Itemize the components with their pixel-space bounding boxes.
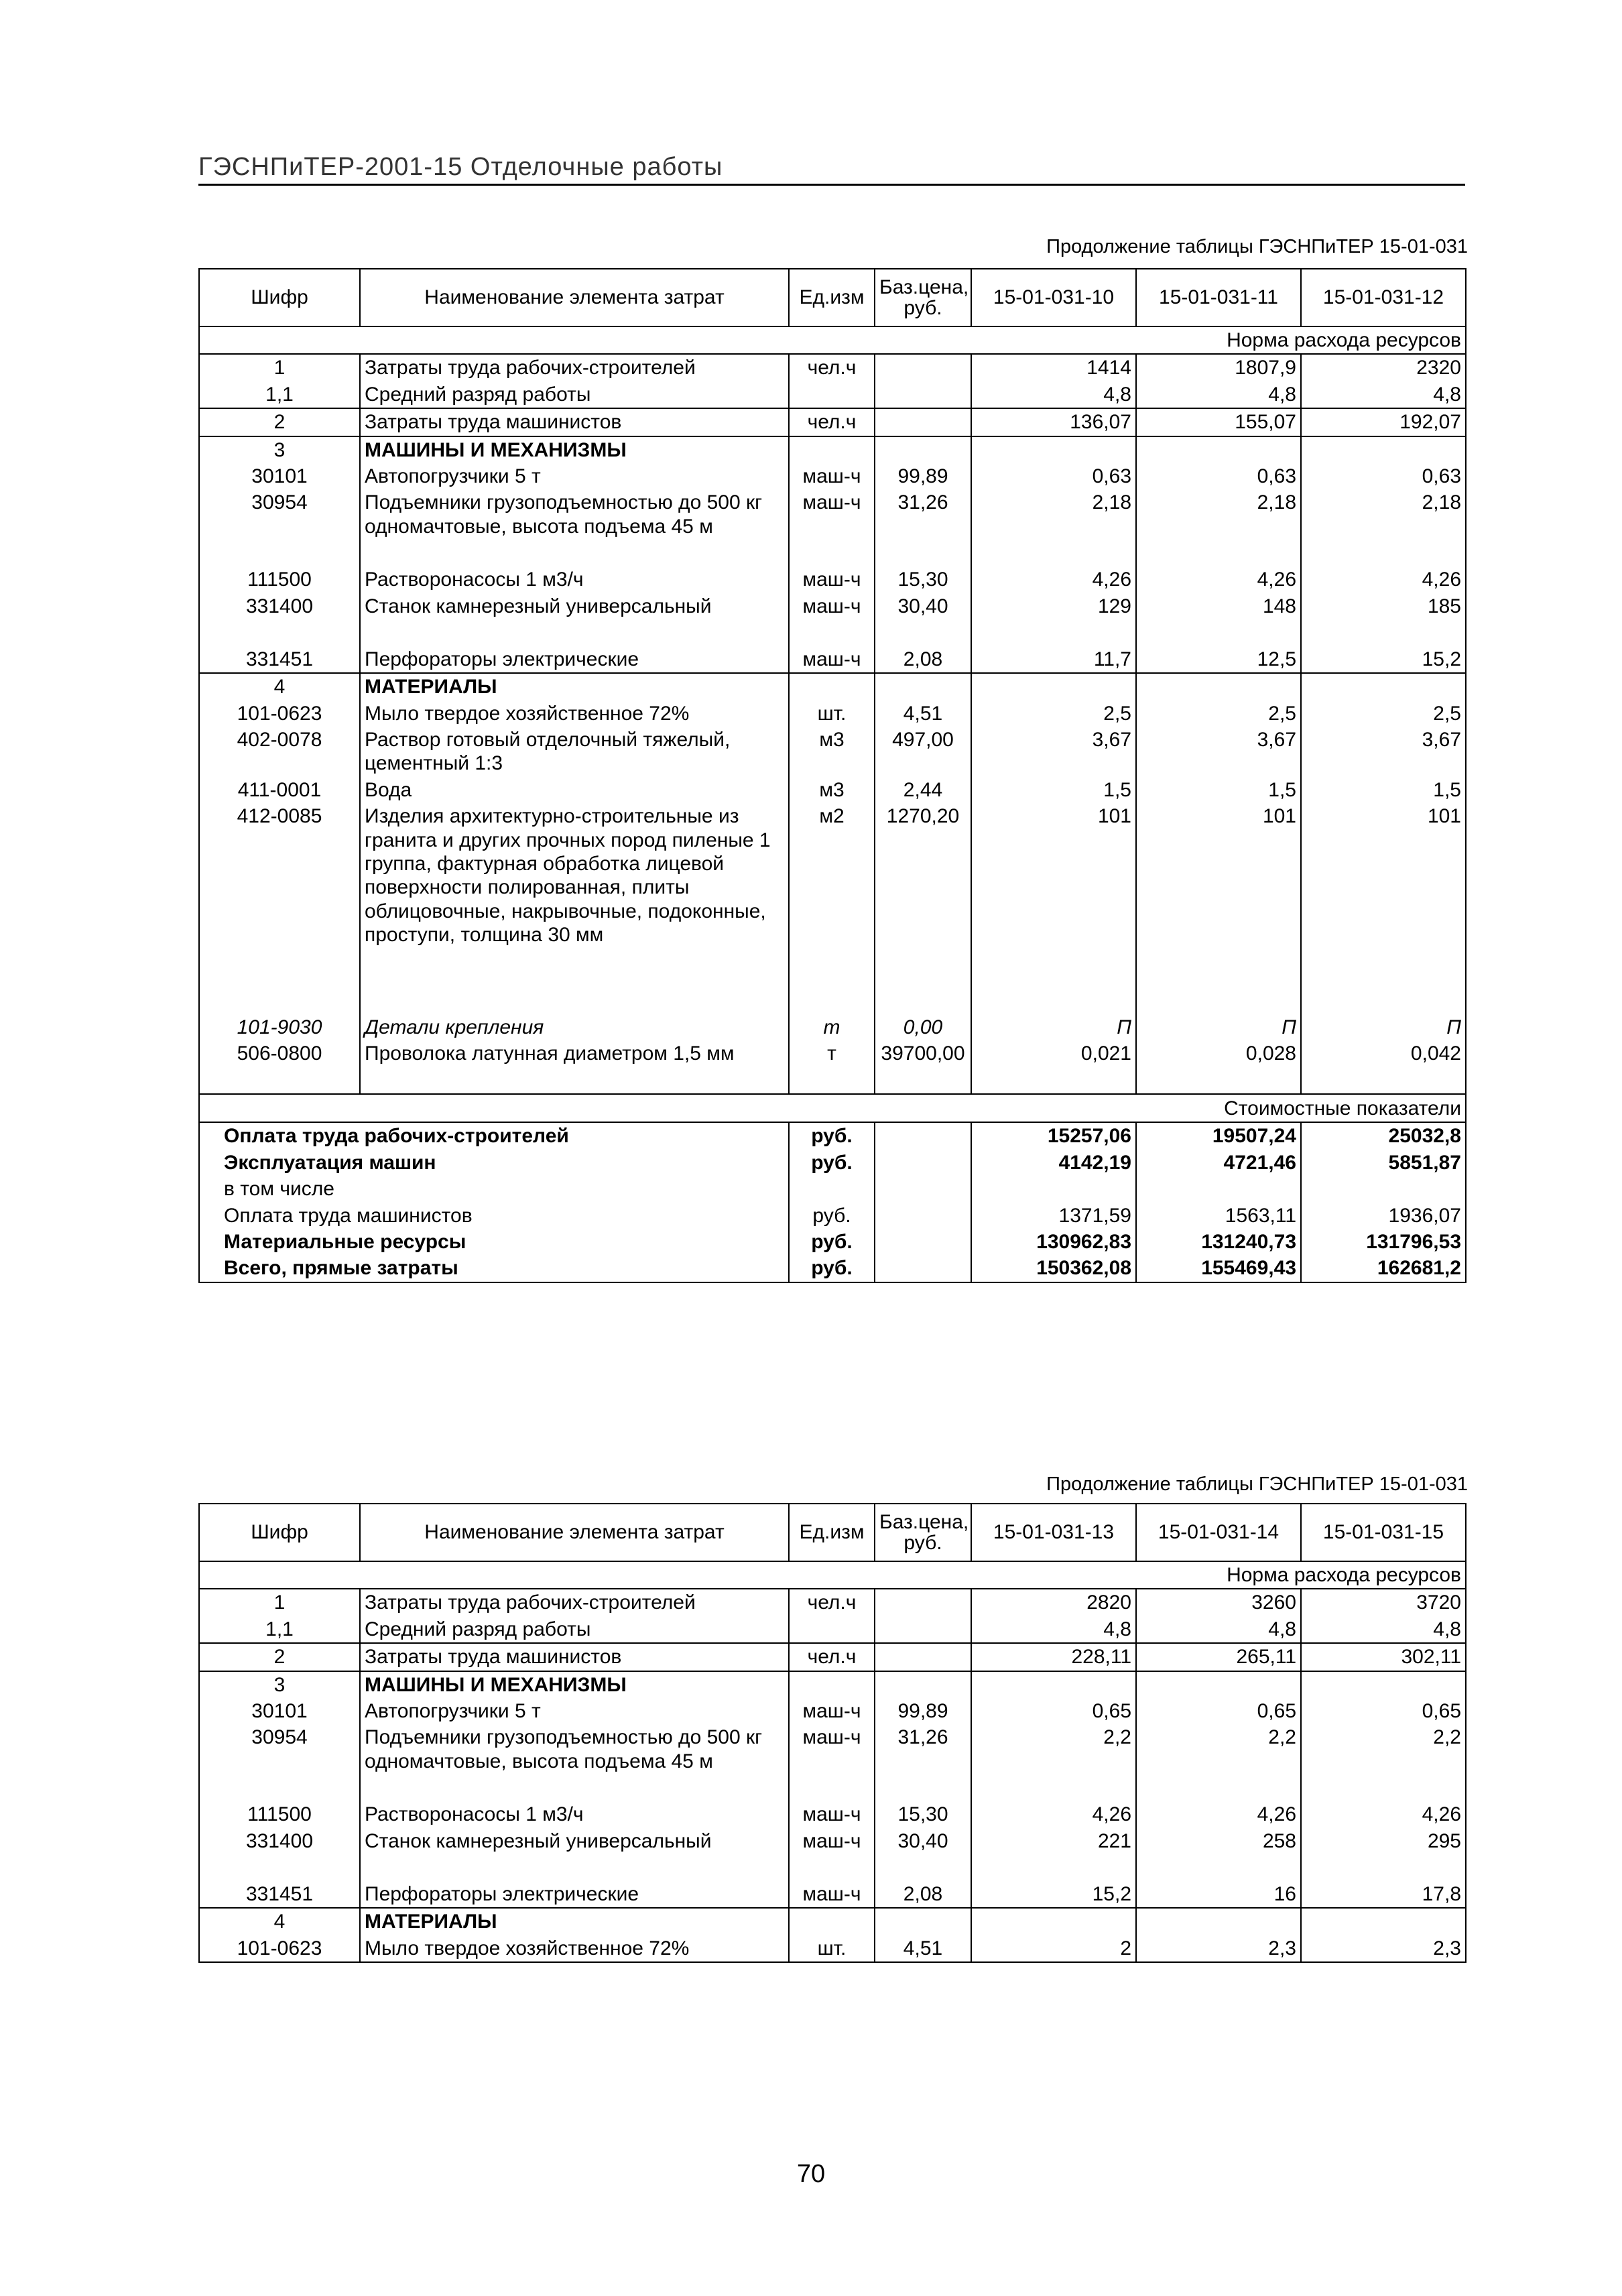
- row-value: 2,2: [1301, 1724, 1466, 1774]
- row-value: 11,7: [971, 646, 1136, 673]
- summary-row: [199, 1255, 1466, 1282]
- summary-value: 131796,53: [1301, 1229, 1466, 1255]
- summary-unit: руб.: [789, 1122, 875, 1149]
- row-unit: т: [789, 1040, 875, 1067]
- row-price: [875, 381, 971, 408]
- summary-name: Оплата труда рабочих-строителей: [199, 1122, 789, 1149]
- row-code: 30954: [199, 1724, 360, 1774]
- row-value: 1,5: [1136, 777, 1301, 803]
- row-code: 101-0623: [199, 1935, 360, 1962]
- row-value: 3,67: [1301, 727, 1466, 777]
- row-value: 4,8: [1301, 1616, 1466, 1643]
- row-name: Станок камнерезный универсальный: [360, 593, 789, 619]
- row-value: 3720: [1301, 1589, 1466, 1616]
- table-row: [199, 701, 1466, 727]
- col-header-price: Баз.цена, руб.: [875, 269, 971, 326]
- row-name: Мыло твердое хозяйственное 72%: [360, 1935, 789, 1962]
- row-price: 0,00: [875, 1014, 971, 1040]
- summary-value: 1563,11: [1136, 1203, 1301, 1229]
- row-code: 3: [199, 436, 360, 463]
- row-code: 331451: [199, 1881, 360, 1908]
- row-value: 3,67: [1136, 727, 1301, 777]
- row-name: Детали крепления: [360, 1014, 789, 1040]
- row-value: 4,26: [971, 566, 1136, 593]
- row-name: Вода: [360, 777, 789, 803]
- table-row: [199, 1724, 1466, 1774]
- row-value: 129: [971, 593, 1136, 619]
- row-value: 12,5: [1136, 646, 1301, 673]
- row-unit: маш-ч: [789, 1828, 875, 1854]
- row-unit: чел.ч: [789, 1589, 875, 1616]
- row-value: 2,2: [971, 1724, 1136, 1774]
- summary-name: Всего, прямые затраты: [199, 1255, 789, 1282]
- row-value: 2820: [971, 1589, 1136, 1616]
- row-code: 1,1: [199, 1616, 360, 1643]
- summary-name: Оплата труда машинистов: [199, 1203, 789, 1229]
- summary-row: [199, 1229, 1466, 1255]
- summary-name: Материальные ресурсы: [199, 1229, 789, 1255]
- row-value: 4,8: [1136, 381, 1301, 408]
- summary-row: [199, 1150, 1466, 1176]
- row-code: 101-9030: [199, 1014, 360, 1040]
- table-row: [199, 463, 1466, 489]
- row-value: 2: [971, 1935, 1136, 1962]
- row-code: 331451: [199, 646, 360, 673]
- row-value: 0,65: [1301, 1698, 1466, 1724]
- row-unit: м2: [789, 803, 875, 948]
- row-unit: маш-ч: [789, 1801, 875, 1827]
- row-value: 1414: [971, 354, 1136, 381]
- row-value: 2,2: [1136, 1724, 1301, 1774]
- table-row: [199, 1828, 1466, 1854]
- row-code: 4: [199, 1908, 360, 1935]
- row-unit: маш-ч: [789, 489, 875, 540]
- summary-value: 4142,19: [971, 1150, 1136, 1176]
- row-unit: шт.: [789, 701, 875, 727]
- row-value: 101: [1301, 803, 1466, 948]
- row-price: 99,89: [875, 1698, 971, 1724]
- row-code: 30101: [199, 463, 360, 489]
- row-price: 30,40: [875, 593, 971, 619]
- row-value: 0,042: [1301, 1040, 1466, 1067]
- row-value: 2,18: [1301, 489, 1466, 540]
- row-value: 4,8: [971, 1616, 1136, 1643]
- row-name: Проволока латунная диаметром 1,5 мм: [360, 1040, 789, 1067]
- row-value: 228,11: [971, 1643, 1136, 1671]
- summary-value: 25032,8: [1301, 1122, 1466, 1149]
- row-unit: [789, 381, 875, 408]
- table-row: [199, 1935, 1466, 1962]
- row-name: Подъемники грузоподъемностью до 500 кг одномачтовые, высота подъема 45 м: [360, 489, 789, 540]
- row-value: П: [1301, 1014, 1466, 1040]
- row-unit: маш-ч: [789, 1881, 875, 1908]
- section-row-materials: [199, 673, 1466, 700]
- resource-table-1: [198, 268, 1467, 1283]
- table-row: [199, 566, 1466, 593]
- summary-value: 19507,24: [1136, 1122, 1301, 1149]
- table-row: [199, 1698, 1466, 1724]
- row-price: [875, 354, 971, 381]
- table-continuation-label: Продолжение таблицы ГЭСНПиТЕР 15-01-031: [1046, 236, 1468, 257]
- row-value: 295: [1301, 1828, 1466, 1854]
- row-code: 506-0800: [199, 1040, 360, 1067]
- row-unit: м3: [789, 727, 875, 777]
- row-unit: чел.ч: [789, 408, 875, 436]
- summary-unit: руб.: [789, 1255, 875, 1282]
- row-value: 155,07: [1136, 408, 1301, 436]
- table-row: [199, 646, 1466, 673]
- col-header-name: Наименование элемента затрат: [360, 269, 789, 326]
- summary-row: [199, 1176, 1466, 1202]
- row-value: 4,8: [1136, 1616, 1301, 1643]
- row-value: 16: [1136, 1881, 1301, 1908]
- row-value: 1,5: [971, 777, 1136, 803]
- row-price: [875, 1643, 971, 1671]
- row-value: 2,3: [1136, 1935, 1301, 1962]
- row-value: 0,63: [1136, 463, 1301, 489]
- table-row: [199, 1801, 1466, 1827]
- row-unit: [789, 1616, 875, 1643]
- row-code: 111500: [199, 1801, 360, 1827]
- row-name: Растворонасосы 1 м3/ч: [360, 566, 789, 593]
- row-value: 221: [971, 1828, 1136, 1854]
- row-value: 4,8: [971, 381, 1136, 408]
- table-row: [199, 727, 1466, 777]
- row-value: 136,07: [971, 408, 1136, 436]
- row-value: 258: [1136, 1828, 1301, 1854]
- section-title: МАШИНЫ И МЕХАНИЗМЫ: [360, 1671, 789, 1698]
- row-code: 412-0085: [199, 803, 360, 948]
- table-row: [199, 1589, 1466, 1616]
- table-row: [199, 593, 1466, 619]
- row-name: Раствор готовый отделочный тяжелый, цементный 1:3: [360, 727, 789, 777]
- running-header: ГЭСНПиТЕР-2001-15 Отделочные работы: [198, 153, 723, 181]
- row-value: 4,8: [1301, 381, 1466, 408]
- row-name: Затраты труда рабочих-строителей: [360, 354, 789, 381]
- col-header-code-11: 15-01-031-11: [1136, 269, 1301, 326]
- row-value: 0,028: [1136, 1040, 1301, 1067]
- row-value: 2,5: [971, 701, 1136, 727]
- norm-label-row: [199, 1561, 1466, 1589]
- row-unit: м3: [789, 777, 875, 803]
- row-unit: т: [789, 1014, 875, 1040]
- summary-value: 1936,07: [1301, 1203, 1466, 1229]
- row-value: 2,18: [1136, 489, 1301, 540]
- row-name: Мыло твердое хозяйственное 72%: [360, 701, 789, 727]
- row-name: Автопогрузчики 5 т: [360, 463, 789, 489]
- col-header-code-13: 15-01-031-13: [971, 1504, 1136, 1561]
- summary-unit: руб.: [789, 1150, 875, 1176]
- row-code: 1,1: [199, 381, 360, 408]
- row-unit: маш-ч: [789, 646, 875, 673]
- col-header-code-14: 15-01-031-14: [1136, 1504, 1301, 1561]
- row-price: 31,26: [875, 489, 971, 540]
- section-title: МАТЕРИАЛЫ: [360, 673, 789, 700]
- table-continuation-label: Продолжение таблицы ГЭСНПиТЕР 15-01-031: [1046, 1473, 1468, 1495]
- row-value: 265,11: [1136, 1643, 1301, 1671]
- row-value: 1,5: [1301, 777, 1466, 803]
- row-name: Затраты труда машинистов: [360, 408, 789, 436]
- summary-value: 5851,87: [1301, 1150, 1466, 1176]
- summary-name: в том числе: [199, 1176, 789, 1202]
- table-row: [199, 803, 1466, 948]
- col-header-code-15: 15-01-031-15: [1301, 1504, 1466, 1561]
- norm-label: Норма расхода ресурсов: [199, 1561, 1466, 1589]
- table-row: [199, 1881, 1466, 1908]
- row-code: 402-0078: [199, 727, 360, 777]
- row-price: 4,51: [875, 701, 971, 727]
- row-code: 30101: [199, 1698, 360, 1724]
- row-unit: маш-ч: [789, 463, 875, 489]
- row-unit: чел.ч: [789, 1643, 875, 1671]
- page-number: 70: [796, 2160, 826, 2188]
- resource-table-2: [198, 1503, 1467, 1963]
- section-title: МАШИНЫ И МЕХАНИЗМЫ: [360, 436, 789, 463]
- col-header-name: Наименование элемента затрат: [360, 1504, 789, 1561]
- row-value: 17,8: [1301, 1881, 1466, 1908]
- summary-value: 131240,73: [1136, 1229, 1301, 1255]
- row-name: Перфораторы электрические: [360, 1881, 789, 1908]
- row-price: 2,08: [875, 1881, 971, 1908]
- row-value: 3260: [1136, 1589, 1301, 1616]
- row-unit: маш-ч: [789, 593, 875, 619]
- row-value: 3,67: [971, 727, 1136, 777]
- row-code: 4: [199, 673, 360, 700]
- row-code: 411-0001: [199, 777, 360, 803]
- row-code: 331400: [199, 1828, 360, 1854]
- row-name: Перфораторы электрические: [360, 646, 789, 673]
- row-value: 2,3: [1301, 1935, 1466, 1962]
- row-value: 15,2: [1301, 646, 1466, 673]
- row-value: 4,26: [1136, 1801, 1301, 1827]
- cost-label: Стоимостные показатели: [199, 1094, 1466, 1122]
- row-price: 497,00: [875, 727, 971, 777]
- row-code: 2: [199, 1643, 360, 1671]
- summary-value: 1371,59: [971, 1203, 1136, 1229]
- row-value: 15,2: [971, 1881, 1136, 1908]
- row-value: 2,18: [971, 489, 1136, 540]
- summary-value: 15257,06: [971, 1122, 1136, 1149]
- col-header-price: Баз.цена, руб.: [875, 1504, 971, 1561]
- section-row-materials: [199, 1908, 1466, 1935]
- col-header-unit: Ед.изм: [789, 1504, 875, 1561]
- table-header-row: [199, 269, 1466, 326]
- row-value: 4,26: [971, 1801, 1136, 1827]
- table-row: [199, 408, 1466, 436]
- summary-unit: руб.: [789, 1229, 875, 1255]
- row-value: П: [1136, 1014, 1301, 1040]
- row-name: Средний разряд работы: [360, 1616, 789, 1643]
- row-price: 2,08: [875, 646, 971, 673]
- summary-row: [199, 1122, 1466, 1149]
- row-name: Автопогрузчики 5 т: [360, 1698, 789, 1724]
- row-value: 302,11: [1301, 1643, 1466, 1671]
- section-row-machines: [199, 436, 1466, 463]
- row-value: П: [971, 1014, 1136, 1040]
- row-price: 39700,00: [875, 1040, 971, 1067]
- row-value: 1807,9: [1136, 354, 1301, 381]
- row-name: Изделия архитектурно-строительные из гранита и других прочных пород пиленые 1 группа, фактурная обработка лицевой поверхности полированная, плиты облицовочные, накрывочные, подоконные, проступи, толщина 30 мм: [360, 803, 789, 948]
- row-value: 4,26: [1301, 566, 1466, 593]
- row-price: 4,51: [875, 1935, 971, 1962]
- row-code: 30954: [199, 489, 360, 540]
- row-value: 0,021: [971, 1040, 1136, 1067]
- col-header-code-10: 15-01-031-10: [971, 269, 1136, 326]
- summary-unit: [789, 1176, 875, 1202]
- row-value: 192,07: [1301, 408, 1466, 436]
- summary-value: 162681,2: [1301, 1255, 1466, 1282]
- row-price: [875, 408, 971, 436]
- row-value: 148: [1136, 593, 1301, 619]
- row-unit: маш-ч: [789, 1724, 875, 1774]
- table-row: [199, 1040, 1466, 1067]
- row-name: Затраты труда машинистов: [360, 1643, 789, 1671]
- table-row: [199, 354, 1466, 381]
- row-price: [875, 1589, 971, 1616]
- row-value: 2320: [1301, 354, 1466, 381]
- row-unit: шт.: [789, 1935, 875, 1962]
- row-price: 15,30: [875, 566, 971, 593]
- row-value: 4,26: [1301, 1801, 1466, 1827]
- summary-value: 130962,83: [971, 1229, 1136, 1255]
- summary-value: 150362,08: [971, 1255, 1136, 1282]
- summary-value: 4721,46: [1136, 1150, 1301, 1176]
- row-price: 31,26: [875, 1724, 971, 1774]
- row-value: 101: [971, 803, 1136, 948]
- row-name: Подъемники грузоподъемностью до 500 кг одномачтовые, высота подъема 45 м: [360, 1724, 789, 1774]
- row-value: 2,5: [1136, 701, 1301, 727]
- table-row: [199, 1014, 1466, 1040]
- row-value: 0,63: [971, 463, 1136, 489]
- row-unit: маш-ч: [789, 1698, 875, 1724]
- row-code: 1: [199, 354, 360, 381]
- row-code: 3: [199, 1671, 360, 1698]
- row-code: 1: [199, 1589, 360, 1616]
- row-price: [875, 1616, 971, 1643]
- row-value: 0,65: [971, 1698, 1136, 1724]
- table-row: [199, 381, 1466, 408]
- row-price: 1270,20: [875, 803, 971, 948]
- col-header-code-12: 15-01-031-12: [1301, 269, 1466, 326]
- table-row: [199, 1616, 1466, 1643]
- row-name: Затраты труда рабочих-строителей: [360, 1589, 789, 1616]
- header-rule: [198, 184, 1465, 186]
- table-header-row: [199, 1504, 1466, 1561]
- col-header-code: Шифр: [199, 269, 360, 326]
- row-value: 101: [1136, 803, 1301, 948]
- norm-label-row: [199, 326, 1466, 354]
- row-code: 111500: [199, 566, 360, 593]
- cost-label-row: [199, 1094, 1466, 1122]
- summary-value: 155469,43: [1136, 1255, 1301, 1282]
- row-value: 2,5: [1301, 701, 1466, 727]
- section-row-machines: [199, 1671, 1466, 1698]
- row-value: 4,26: [1136, 566, 1301, 593]
- row-unit: маш-ч: [789, 566, 875, 593]
- norm-label: Норма расхода ресурсов: [199, 326, 1466, 354]
- table-row: [199, 1643, 1466, 1671]
- summary-unit: руб.: [789, 1203, 875, 1229]
- col-header-code: Шифр: [199, 1504, 360, 1561]
- row-name: Растворонасосы 1 м3/ч: [360, 1801, 789, 1827]
- row-price: 30,40: [875, 1828, 971, 1854]
- row-unit: чел.ч: [789, 354, 875, 381]
- col-header-unit: Ед.изм: [789, 269, 875, 326]
- row-value: 0,65: [1136, 1698, 1301, 1724]
- row-code: 331400: [199, 593, 360, 619]
- row-price: 15,30: [875, 1801, 971, 1827]
- section-title: МАТЕРИАЛЫ: [360, 1908, 789, 1935]
- row-name: Станок камнерезный универсальный: [360, 1828, 789, 1854]
- row-value: 185: [1301, 593, 1466, 619]
- table-row: [199, 777, 1466, 803]
- row-code: 2: [199, 408, 360, 436]
- row-name: Средний разряд работы: [360, 381, 789, 408]
- row-value: 0,63: [1301, 463, 1466, 489]
- row-code: 101-0623: [199, 701, 360, 727]
- table-row: [199, 489, 1466, 540]
- row-price: 99,89: [875, 463, 971, 489]
- summary-row: [199, 1203, 1466, 1229]
- row-price: 2,44: [875, 777, 971, 803]
- summary-name: Эксплуатация машин: [199, 1150, 789, 1176]
